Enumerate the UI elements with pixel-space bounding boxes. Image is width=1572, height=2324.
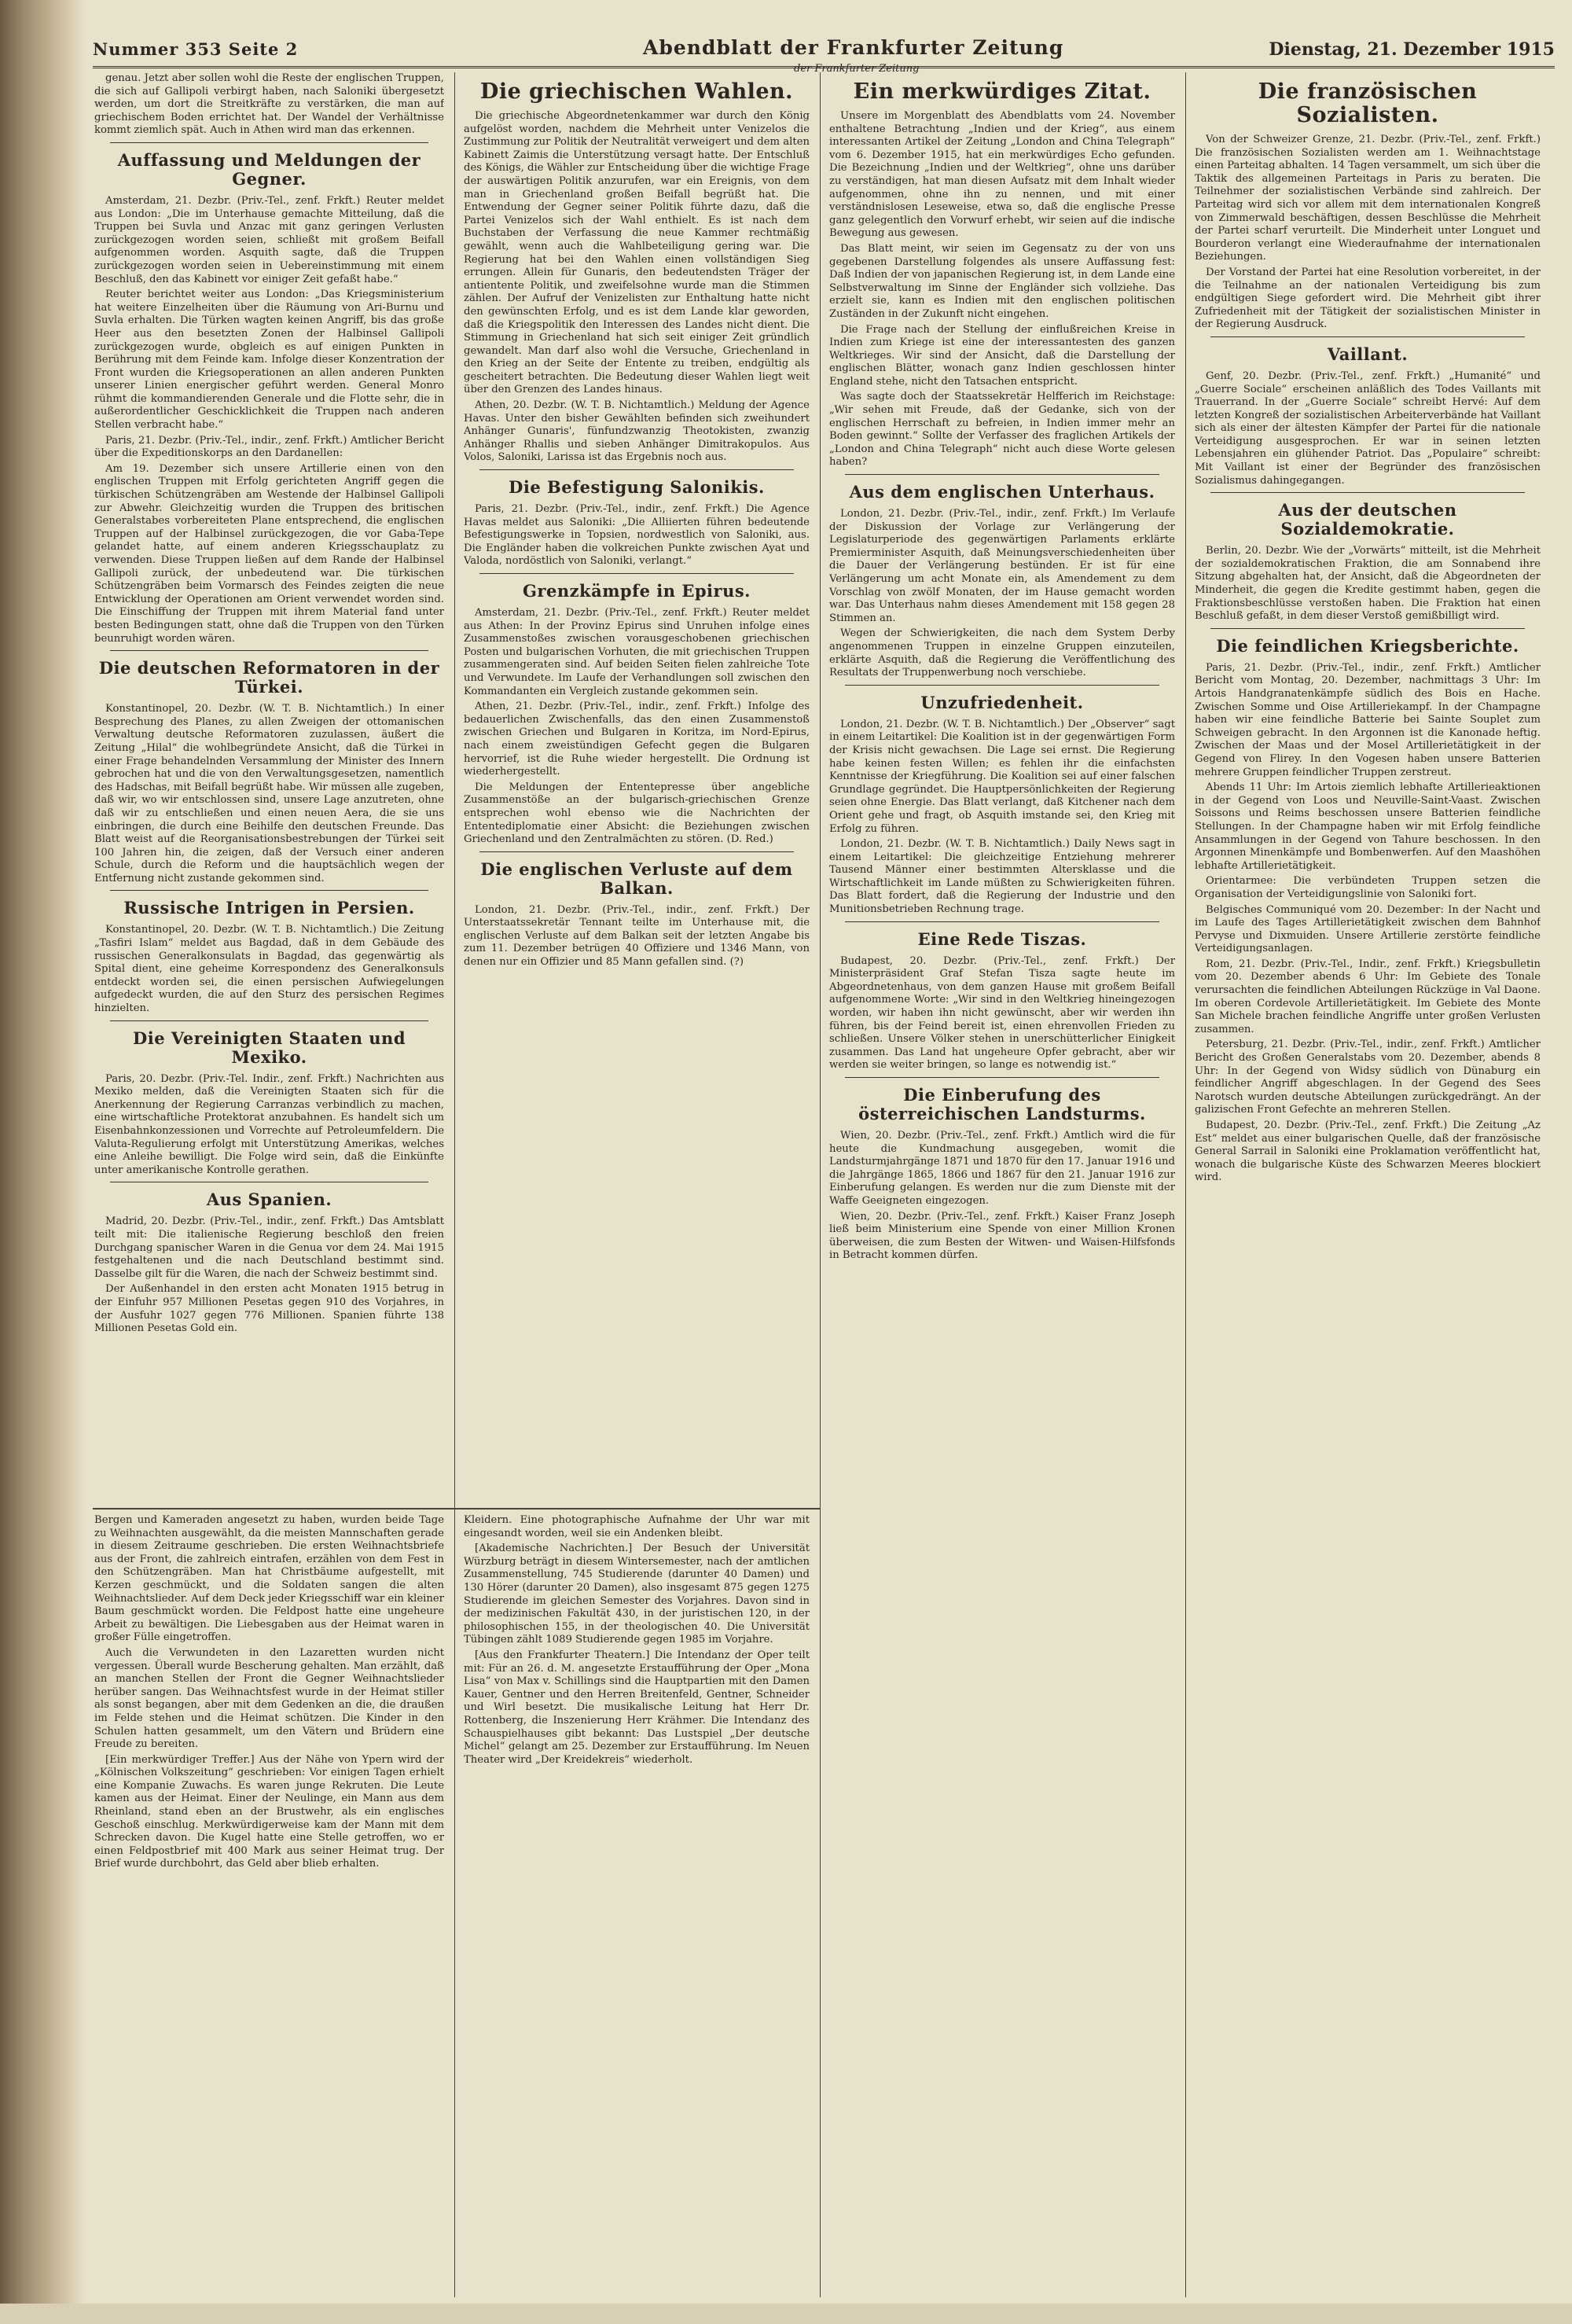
article-headline: Die deutschen Reformatoren in der Türkei. bbox=[98, 658, 440, 697]
article-headline: Vaillant. bbox=[1327, 344, 1409, 364]
article-headline: Aus dem englischen Unterhaus. bbox=[849, 482, 1155, 502]
article-paragraph: [Ein merkwürdiger Treffer.] Aus der Nähe von Ypern wird der „Kölnischen Volkszeitung“ geschrieben: Vor einigen Tagen erhielt eine Kompanie Zuwachs. Es waren junge Rekruten. Die Leute kamen aus der Heimat. Einer der Neulinge, ein Mann aus dem Rheinland, stand eben an der Brustwehr, als ein englisches Geschoß einschlug. Merkwürdigerweise kam der Mann mit dem Schrecken davon. Die Kugel hatte eine Stelle getroffen, wo er einen Feldpostbrief mit 400 Mark aus seiner Heimat trug. Der Brief wurde durchbohrt, das Geld aber blieb erhalten. bbox=[94, 1753, 444, 1870]
article-headline: Die französischen Sozialisten. bbox=[1258, 79, 1478, 127]
article-paragraph: Wien, 20. Dezbr. (Priv.-Tel., zenf. Frkft.) Amtlich wird die für heute die Kundmachung ausgegeben, womit die Landsturmjahrgänge 1871 und 1870 für den 17. Januar 1916 und die Jahrgänge 1865, 1866 und 1867 für den 21. Januar 1916 zur Einberufung gelangen. Es werden nur die zum Dienste mit der Waffe Geeigneten eingezogen. bbox=[829, 1130, 1175, 1207]
article-headline: Die Einberufung des österreichischen Landsturms. bbox=[858, 1085, 1146, 1123]
article-paragraph: Budapest, 20. Dezbr. (Priv.-Tel., zenf. Frkft.) Der Ministerpräsident Graf Stefan Tisza sagte heute im Abgeordnetenhaus, von dem ganzen Hause mit großem Beifall aufgenommene Worte: „Wir sind in den Weltkrieg hineingezogen worden, wir haben ihn nicht gewünscht, aber wir werden ihn führen, bis der Feind bereit ist, einen ehrenvollen Frieden zu schließen. Unsere Völker stehen in unerschütterlicher Einigkeit zusammen. Das Land hat ungeheure Opfer gebracht, aber wir werden sie weiter bringen, so lange es notwendig ist.“ bbox=[829, 954, 1175, 1072]
article-headline: Aus Spanien. bbox=[206, 1190, 332, 1210]
article-paragraph: Amsterdam, 21. Dezbr. (Priv.-Tel., zenf. Frkft.) Reuter meldet aus London: „Die im Unterhause gemachte Mitteilung, daß die Truppen bei Suvla und Anzac mit ganz geringen Verlusten zurückgezogen worden seien, schließt mit großem Beifall aufgenommen worden. Asquith sagte, daß die Truppen zurückgezogen worden seien in Uebereinstimmung mit einem Beschluß, den das Kabinett vor einiger Zeit gefaßt habe.“ bbox=[94, 194, 444, 285]
article-paragraph: London, 21. Dezbr. (Priv.-Tel., indir., zenf. Frkft.) Der Unterstaatssekretär Tennant teilte im Unterhause mit, die englischen Verluste auf dem Balkan seit der letzten Angabe bis zum 11. Dezember betrügen 40 Offiziere und 1346 Mann, von denen nur ein Offizier und 85 Mann gefallen sind. (?) bbox=[464, 903, 810, 969]
article-paragraph: [Aus den Frankfurter Theatern.] Die Intendanz der Oper teilt mit: Für an 26. d. M. angesetzte Erstaufführung der Oper „Mona Lisa“ von Max v. Schillings sind die Hauptpartien mit den Damen Kauer, Gentner und den Herren Breitenfeld, Gentner, Schneider und Wirl besetzt. Die musikalische Leitung hat Herr Dr. Rottenberg, die Inszenierung Herr Krähmer. Die Intendanz des Schauspielhauses gibt bekannt: Das Lustspiel „Der deutsche Michel“ gelangt am 25. Dezember zur Erstaufführung. Im Neuen Theater wird „Der Kreidekreis“ wiederholt. bbox=[464, 1649, 810, 1766]
article-paragraph: Reuter berichtet weiter aus London: „Das Kriegsministerium hat weitere Einzelheiten über die Räumung von Ari-Burnu und Suvla erhalten. Die Türken wagten keinen Angriff, bis das große Heer aus den besetzten Zonen der Halbinsel Gallipoli zurückgezogen wurde, obgleich es auf einigen Punkten in Berührung mit dem Feinde kam. Infolge dieser Konzentration der Front wurden die Kriegsoperationen an allen anderen Punkten unserer Linien energischer geführt werden. General Monro rühmt die kommandierenden Generale und die Flotte sehr, die in außerordentlicher Geschicklichkeit die Truppen nach anderen Stellen verbracht habe.“ bbox=[94, 289, 444, 432]
article-paragraph: genau. Jetzt aber sollen wohl die Reste der englischen Truppen, die sich auf Gallipoli verbirgt haben, nach Saloniki übergesetzt werden, um dort die Streitkräfte zu verstärken, die man auf griechischem Boden errichtet hat. Der Wandel der Verhältnisse kommt ziemlich spät. Auch in Athen wird man das erkennen. bbox=[94, 72, 444, 137]
article-paragraph: Das Blatt meint, wir seien im Gegensatz zu der von uns gegebenen Darstellung folgendes als unsere Auffassung fest: Daß Indien der von japanischen Regierung ist, in dem Lande eine Selbstverwaltung im Sinne der Engländer sich vollziehe. Das erzielt sie, kann es Indien mit den englischen politischen Zuständen in der Zukunft nicht eingehen. bbox=[829, 242, 1175, 320]
article-paragraph: Von der Schweizer Grenze, 21. Dezbr. (Priv.-Tel., zenf. Frkft.) Die französischen Sozialisten werden am 1. Weihnachtstage einen Parteitag abhalten. 14 Tagen versammelt, um sich über die Taktik des allgemeinen Parteitags in Paris zu beraten. Die Teilnehmer der sozialistischen Verbände sind zahlreich. Der Parteitag wird sich vor allem mit dem internationalen Kongreß von Zimmerwald beschäftigen, dessen Beschlüsse die Mehrheit der Partei scharf verurteilt. Die Minderheit unter Longuet und Bourderon verlangt eine Wiederaufnahme der internationalen Beziehungen. bbox=[1195, 134, 1541, 263]
article-headline: Ein merkwürdiges Zitat. bbox=[853, 79, 1151, 104]
article-separator bbox=[479, 573, 794, 574]
article-separator bbox=[110, 650, 428, 651]
article-separator bbox=[845, 1077, 1159, 1078]
article-paragraph: Auch die Verwundeten in den Lazaretten wurden nicht vergessen. Überall wurde Bescherung gehalten. Man erzählt, daß an manchen Stellen der Front die Gegner Weihnachtslieder herüber sangen. Das Weihnachtsfest wurde in der Heimat stiller als sonst begangen, aber mit dem Gedenken an die, die draußen im Felde stehen und die Heimat schützen. Die Kinder in den Schulen hatten gesammelt, um den Vätern und Brüdern eine Freude zu bereiten. bbox=[94, 1646, 444, 1751]
feuilleton-column-1 bbox=[94, 1514, 444, 2293]
article-separator bbox=[479, 469, 794, 470]
article-paragraph: Rom, 21. Dezbr. (Priv.-Tel., Indir., zenf. Frkft.) Kriegsbulletin vom 20. Dezember abends 6 Uhr: Im Gebiete des Tonale verursachten die feindlichen Abteilungen Rückzüge in Val Daone. Im oberen Cordevole Artillerietätigkeit. Im Gebiete des Monte San Michele brachen feindliche Angriffe unter großen Verlusten zusammen. bbox=[1195, 958, 1541, 1035]
article-separator bbox=[479, 851, 794, 852]
article-paragraph: Konstantinopel, 20. Dezbr. (W. T. B. Nichtamtlich.) Die Zeitung „Tasfiri Islam“ meldet aus Bagdad, daß in dem Gebäude des russischen Generalkonsulats in Bagdad, das gegenwärtig als Spital dient, eine geheime Korrespondenz des Generalkonsuls entdeckt worden sei, die einen persischen Aufwiegelungen aufgedeckt wurden, die auf den Sturz des persischen Regimes hinzielten. bbox=[94, 924, 444, 1015]
article-paragraph: Bergen und Kameraden angesetzt zu haben, wurden beide Tage zu Weihnachten ausgewählt, da die meisten Mannschaften gerade in diesem Zeitraume geschrieben. Die ersten Weihnachtsbriefe aus der Front, die zahlreich eintrafen, erzählen von dem Fest in den Schützengräben. Man hat Christbäume aufgestellt, mit Kerzen geschmückt, und die Soldaten sangen die alten Weihnachtslieder. Auf dem Deck jeder Kriegsschiff war ein kleiner Baum geschmückt worden. Die Feldpost hatte eine ungeheure Arbeit zu bewältigen. Die Liebesgaben aus der Heimat waren in großer Fülle eingetroffen. bbox=[94, 1514, 444, 1644]
article-separator bbox=[110, 142, 428, 143]
column-2 bbox=[464, 72, 810, 1503]
article-headline: Russische Intrigen in Persien. bbox=[123, 898, 415, 918]
article-headline: Grenzkämpfe in Epirus. bbox=[522, 581, 751, 601]
article-paragraph: London, 21. Dezbr. (Priv.-Tel., indir., zenf. Frkft.) Im Verlaufe der Diskussion der Vorlage zur Verlängerung der Legislaturperiode des gegenwärtigen Parlaments erklärte Premierminister Asquith, daß Meinungsverschiedenheiten über die Dauer der Verlängerung bestünden. Er ist für eine Verlängerung um acht Monate ein, als Amendement zu dem Vorschlag von zwölf Monaten, der im Hause gemacht worden war. Das Unterhaus nahm dieses Amendement mit 158 gegen 28 Stimmen an. bbox=[829, 508, 1175, 624]
article-headline: Die griechischen Wahlen. bbox=[479, 79, 794, 104]
article-paragraph: Paris, 21. Dezbr. (Priv.-Tel., indir., zenf. Frkft.) Amtlicher Bericht über die Expeditionskorps an den Dardanellen: bbox=[94, 434, 444, 460]
article-separator bbox=[1210, 628, 1525, 629]
article-headline: Die Befestigung Salonikis. bbox=[509, 477, 765, 498]
article-paragraph: Paris, 21. Dezbr. (Priv.-Tel., indir., zenf. Frkft.) Die Agence Havas meldet aus Saloniki: „Die Alliierten führen bedeutende Befestigungswerke in Topsien, nordwestlich von Saloniki, aus. Die Engländer haben die volkreichen Punkte zwischen Ayat und Valoda, nordöstlich von Saloniki, verlangt.“ bbox=[464, 503, 810, 568]
article-headline: Die feindlichen Kriegsberichte. bbox=[1216, 635, 1519, 656]
article-paragraph: Die griechische Abgeordnetenkammer war durch den König aufgelöst worden, nachdem die Mehrheit unter Venizelos die Zustimmung zur Politik der Neutralität verweigert und dem alten Kabinett Zaimis die Unterstützung versagt hatte. Der Entschluß des Königs, die Wähler zur Entscheidung über die wichtige Frage der auswärtigen Politik anzurufen, war ein Ereignis, von dem man in Griechenland großen Beifall begrüßt hat. Die Entwendung der Gegner seiner Politik führte dazu, daß die Partei Venizelos sich der Wahl enthielt. Es ist nach dem Buchstaben der Verfassung die neue Kammer rechtmäßig gewählt, wenn auch die Wahlbeteiligung gering war. Die Regierung hat bei den Wahlen einen vollständigen Sieg errungen. Allein für Gunaris, den bedeutendsten Träger der antientente Politik, und zweifelsohne wurde man die Stimmen zählen. Der Aufruf der Venizelisten zur Enthaltung hatte nicht den gewünschten Erfolg, und es ist dem Lande klar geworden, daß die Kriegspolitik den Interessen des Landes nicht dient. Die Stimmung in Griechenland hat sich seit einiger Zeit gründlich gewandelt. Man darf also wohl die Versuche, Griechenland in den Krieg an der Seite der Entente zu treiben, endgültig als gescheitert betrachten. Die Bedeutung dieser Wahlen liegt weit über den Grenzen des Landes hinaus. bbox=[464, 110, 810, 396]
article-paragraph: Genf, 20. Dezbr. (Priv.-Tel., zenf. Frkft.) „Humanité“ und „Guerre Sociale“ erscheinen anläßlich des Todes Vaillants mit Trauerrand. In der „Guerre Sociale“ schreibt Hervé: Auf dem letzten Kongreß der sozialistischen Arbeiterverbände hat Vaillant sich als einer der ältesten Kämpfer der Partei für die nationale Verteidigung ausgesprochen. Er war in seinen letzten Lebensjahren ein glühender Patriot. Das „Populaire“ schreibt: Mit Vaillant ist einer der Begründer des französischen Sozialismus dahingegangen. bbox=[1195, 370, 1541, 487]
article-paragraph: Der Vorstand der Partei hat eine Resolution vorbereitet, in der die Teilnahme an der nationalen Verteidigung bis zum endgültigen Siege gefordert wird. Die Mehrheit gibt ihrer Zufriedenheit mit der Tätigkeit der sozialistischen Minister in der Regierung Ausdruck. bbox=[1195, 266, 1541, 331]
issue-date: Dienstag, 21. Dezember 1915 bbox=[1269, 39, 1555, 60]
feuilleton-column-2 bbox=[464, 1514, 810, 2293]
article-paragraph: Paris, 20. Dezbr. (Priv.-Tel. Indir., zenf. Frkft.) Nachrichten aus Mexiko melden, daß die Vereinigten Staaten sich für die Anerkennung der Regierung Carranzas verbindlich zu machen, eine wirtschaftliche Protektorat anzubahnen. Es handelt sich um Eisenbahnkonzessionen und Vorrechte auf Petroleumfeldern. Die Valuta-Regulierung erfolgt mit Unterstützung Amerikas, welches eine Anleihe bewilligt. Die Folge wird sein, daß die Einkünfte unter amerikanische Kontrolle gerathen. bbox=[94, 1072, 444, 1176]
article-paragraph: Amsterdam, 21. Dezbr. (Priv.-Tel., zenf. Frkft.) Reuter meldet aus Athen: In der Provinz Epirus sind Unruhen infolge eines Zusammenstoßes zwischen vorausgeschobenen griechischen Posten und bulgarischen Vorhuten, die mit griechischen Truppen zusammengeraten sind. Auf beiden Seiten fielen zahlreiche Tote und Verwundete. Im Laufe der Verhandlungen soll zwischen den Kommandanten ein Vergleich zustande gekommen sein. bbox=[464, 607, 810, 697]
newspaper-title: Abendblatt der Frankfurter Zeitung bbox=[643, 36, 1064, 59]
article-paragraph: Paris, 21. Dezbr. (Priv.-Tel., indir., zenf. Frkft.) Amtlicher Bericht vom Montag, 20. Dezember, nachmittags 3 Uhr: Im Artois Handgranatenkämpfe südlich des Bois en Hache. Zwischen Somme und Oise Artilleriekampf. In der Champagne haben wir eine feindliche Batterie bei Sainte Souplet zum Schweigen gebracht. In den Argonnen ist die Kanonade heftig. Zwischen der Maas und der Mosel Artillerietätigkeit in der Gegend von Flirey. In den Vogesen haben unsere Batterien mehrere Gruppen feindlicher Truppen zerstreut. bbox=[1195, 661, 1541, 778]
article-paragraph: Konstantinopel, 20. Dezbr. (W. T. B. Nichtamtlich.) In einer Besprechung des Planes, zu allen Zweigen der ottomanischen Verwaltung deutsche Reformatoren zuzulassen, äußert die Zeitung „Hilal“ die wohlbegründete Ansicht, daß die Türkei in einer Frage behandelnden Versammlung der Minister des Innern gebrochen hat und die von den Verwaltungsgesetzen, namentlich des Hadschas, mit Beifall begrüßt habe. Wir müssen alle zugeben, daß wir, wo wir entschlossen sind, unsere Lage anzutreten, ohne daß wir zu entschließen und einen neuen Aera, die sie uns einbringen, die durch eine Beihilfe den deutschen Freunde. Das Blatt weist auf die Reorganisationsbestrebungen der Türkei seit 100 Jahren hin, die zeigen, daß der Versuch einer anderen Schule, durch die Reform und die hauptsächlich wegen der Entfernung nicht zustande gekommen sind. bbox=[94, 703, 444, 884]
article-paragraph: Wien, 20. Dezbr. (Priv.-Tel., zenf. Frkft.) Kaiser Franz Joseph ließ beim Ministerium eine Spende von einer Million Kronen überweisen, die zum Besten der Witwen- und Waisen-Hilfsfonds in Betracht kommen dürfen. bbox=[829, 1210, 1175, 1262]
article-paragraph: Berlin, 20. Dezbr. Wie der „Vorwärts“ mitteilt, ist die Mehrheit der sozialdemokratischen Fraktion, die am Sonnabend ihre Sitzung abgehalten hat, der Ansicht, daß die Abgeordneten der Minderheit, die gegen die Kredite gestimmt haben, gegen die Fraktionsbeschlüsse verstoßen haben. Die Fraktion hat einen Beschluß gefaßt, in dem dieser Verstoß gemißbilligt wird. bbox=[1195, 545, 1541, 623]
article-paragraph: Die Frage nach der Stellung der einflußreichen Kreise in Indien zum Kriege ist eine der interessantesten des ganzen Weltkrieges. Wir sind der Ansicht, daß die Darstellung der englischen Blätter, wonach ganz Indien geschlossen hinter England stehe, nicht den Tatsachen entspricht. bbox=[829, 323, 1175, 388]
article-paragraph: Am 19. Dezember sich unsere Artillerie einen von den englischen Truppen mit Erfolg gerichteten Angriff gegen die türkischen Schützengräben am Westende der Halbinsel Gallipoli zur Abwehr. Gleichzeitig wurden die Truppen des britischen Generalstabes vorbereiteten Plane entsprechend, die englischen Truppen auf der Halbinsel zurückgezogen, die vor Gaba-Tepe gelandet hatte, auf einem anderen Kriegsschauplatz zu verwenden. Diese Truppen ließen auf dem Rande der Halbinsel Gallipoli zurück, der unbedeutend war. Die türkischen Schützengräben beim Vormarsch des Feindes zeigten die neue Entwicklung der Operationen am Orient verwendet worden sind. Die Einschiffung der Truppen mit ihrem Material fand unter besten Bedingungen statt, ohne daß die Truppen von den Türken beunruhigt worden wären. bbox=[94, 462, 444, 645]
article-separator bbox=[1210, 492, 1525, 493]
article-paragraph: Madrid, 20. Dezbr. (Priv.-Tel., indir., zenf. Frkft.) Das Amtsblatt teilt mit: Die italienische Regierung beschloß den freien Durchgang spanischer Waren in die Genua vor dem 24. Mai 1915 festgehaltenen und die nach Deutschland bestimmt sind. Dasselbe gilt für die Waren, die nach der Schweiz bestimmt sind. bbox=[94, 1215, 444, 1280]
article-paragraph: London, 21. Dezbr. (W. T. B. Nichtamtlich.) Der „Observer“ sagt in einem Leitartikel: Die Koalition ist in der gegenwärtigen Form der Krisis nicht gewachsen. Die Lage sei ernst. Die Regierung habe keinen festen Willen; es fehlen ihr die einfachsten Kenntnisse der Kriegführung. Die Koalition sei auf einer falschen Grundlage gegründet. Die Hauptpersönlichkeiten der Regierung seien ohne Energie. Das Blatt verlangt, daß Kitchener nach dem Orient gehe und fragt, ob Asquith imstande sei, den Krieg mit Erfolg zu führen. bbox=[829, 718, 1175, 835]
page-bottom-edge bbox=[0, 2304, 1572, 2324]
article-paragraph: Petersburg, 21. Dezbr. (Priv.-Tel., indir., zenf. Frkft.) Amtlicher Bericht des Großen Generalstabs vom 20. Dezember, abends 8 Uhr: In der Gegend von Widsy südlich von Dünaburg ein feindlicher Angriff abgeschlagen. In der Gegend des Sees Narotsch wurden deutsche Abteilungen zurückgedrängt. An der galizischen Front Gefechte an mehreren Stellen. bbox=[1195, 1039, 1541, 1116]
article-paragraph: Die Meldungen der Ententepresse über angebliche Zusammenstöße an der bulgarisch-griechischen Grenze entsprechen wohl ebenso wie die Nachrichten der Ententediplomatie einer Absicht: die Beziehungen zwischen Griechenland und den Zentralmächten zu stören. (D. Red.) bbox=[464, 781, 810, 846]
article-separator bbox=[110, 890, 428, 891]
article-headline: Die Vereinigten Staaten und Mexiko. bbox=[133, 1028, 406, 1067]
column-rule bbox=[454, 72, 455, 2297]
article-separator bbox=[110, 1020, 428, 1021]
article-separator bbox=[1210, 336, 1525, 337]
article-paragraph: Abends 11 Uhr: Im Artois ziemlich lebhafte Artillerieaktionen in der Gegend von Loos und Neuville-Saint-Vaast. Zwischen Soissons und Reims beschossen unsere Batterien feindliche Stellungen. In der Champagne haben wir mit Erfolg feindliche Ansammlungen in der Gegend von Tahure beschossen. In den Argonnen Minenkämpfe und Bombenwerfen. Auf den Maashöhen lebhafte Artillerietätigkeit. bbox=[1195, 781, 1541, 872]
book-binding bbox=[0, 0, 85, 2324]
article-paragraph: Kleidern. Eine photographische Aufnahme der Uhr war mit eingesandt worden, weil sie ein Andenken bleibt. bbox=[464, 1514, 810, 1539]
article-headline: Aus der deutschen Sozialdemokratie. bbox=[1278, 500, 1457, 539]
article-headline: Unzufriedenheit. bbox=[920, 692, 1084, 712]
article-paragraph: Athen, 21. Dezbr. (Priv.-Tel., indir., zenf. Frkft.) Infolge des bedauerlichen Zwischenfalls, das den einen Zusammenstoß zwischen Griechen und Bulgaren in Koritza, im Nord-Epirus, nach einem zweistündigen Gefecht gegen die Bulgaren hervorrief, ist die Ruhe wieder hergestellt. Die Ordnung ist wiederhergestellt. bbox=[464, 701, 810, 778]
article-paragraph: Was sagte doch der Staatssekretär Helfferich im Reichstage: „Wir sehen mit Freude, daß der Gedanke, sich von der englischen Herrschaft zu befreien, in Indien immer mehr an Boden gewinnt.“ Sollte der Verfasser des fraglichen Artikels der „London and China Telegraph“ nicht auch diese Worte gelesen haben? bbox=[829, 391, 1175, 469]
column-3 bbox=[829, 72, 1175, 2297]
article-headline: Eine Rede Tiszas. bbox=[917, 928, 1087, 949]
article-headline: Die englischen Verluste auf dem Balkan. bbox=[480, 859, 793, 898]
column-rule bbox=[820, 72, 821, 2297]
article-paragraph: Unsere im Morgenblatt des Abendblatts vom 24. November enthaltene Betrachtung „Indien und der Krieg“, aus einem interessanten Artikel der Zeitung „London and China Telegraph“ vom 6. Dezember 1915, hat ein merkwürdiges Echo gefunden. Die Bezeichnung „Indien und der Weltkrieg“, ohne uns darüber zu verständigen, hat man diesen Aufsatz mit dem Inhalt wieder aufgenommen, ohne ihn zu nennen, und mit einer verständnislosen Leseweise, etwa so, daß die englische Presse ganz gelegentlich den Vorwurf erhebt, wir seien auf die indische Bewegung aus gewesen. bbox=[829, 110, 1175, 240]
article-paragraph: [Akademische Nachrichten.] Der Besuch der Universität Würzburg beträgt in diesem Wintersemester, nach der amtlichen Zusammenstellung, 745 Studierende (darunter 40 Damen) und 130 Hörer (darunter 20 Damen), also insgesamt 875 gegen 1275 Studierende im gleichen Semester des Vorjahres. Davon sind in der medizinischen Fakultät 430, in der juristischen 120, in der philosophischen 155, in der theologischen 40. Die Universität Tübingen zählt 1089 Studierende gegen 1985 im Vorjahre. bbox=[464, 1543, 810, 1646]
article-separator bbox=[845, 921, 1159, 922]
issue-number: Nummer 353 Seite 2 bbox=[93, 39, 299, 59]
article-paragraph: Der Außenhandel in den ersten acht Monaten 1915 betrug in der Einfuhr 957 Millionen Pesetas gegen 910 des Vorjahres, in der Ausfuhr 1027 gegen 776 Millionen. Spanien führte 138 Millionen Pesetas Gold ein. bbox=[94, 1283, 444, 1335]
article-paragraph: Orientarmee: Die verbündeten Truppen setzen die Organisation der Verteidigungslinie von Saloniki fort. bbox=[1195, 875, 1541, 900]
column-1 bbox=[94, 72, 444, 1503]
feuilleton-rule bbox=[93, 1508, 820, 1509]
column-4 bbox=[1195, 72, 1541, 2297]
article-headline: Auffassung und Meldungen der Gegner. bbox=[117, 149, 421, 189]
article-separator bbox=[845, 474, 1159, 475]
article-separator bbox=[845, 685, 1159, 686]
article-paragraph: London, 21. Dezbr. (W. T. B. Nichtamtlich.) Daily News sagt in einem Leitartikel: Die gleichzeitige Entziehung mehrerer Tausend Männer einer bestimmten Altersklasse und die Wirtschaftlichkeit im Lande müßten zu Schwierigkeiten führen. Das Blatt fordert, daß die Regierung der Industrie und den Munitionsbetrieben Rechnung trage. bbox=[829, 838, 1175, 916]
article-paragraph: Budapest, 20. Dezbr. (Priv.-Tel., zenf. Frkft.) Die Zeitung „Az Est“ meldet aus einer bulgarischen Quelle, daß der französische General Sarrail in Saloniki eine Proklamation veröffentlicht hat, wonach die bulgarische Küste des Schwarzen Meeres blockiert wird. bbox=[1195, 1120, 1541, 1184]
column-rule bbox=[1185, 72, 1186, 2297]
masthead-sub: der Frankfurter Zeitung bbox=[794, 63, 920, 75]
article-paragraph: Athen, 20. Dezbr. (W. T. B. Nichtamtlich.) Meldung der Agence Havas. Unter den bisher Gewählten befinden sich zweihundert Anhänger Gunaris', fünfundzwanzig Theotokisten, zwanzig Anhänger Rhallis und sieben Anhänger Dimitrakopulos. Aus Volos, Saloniki, Larissa ist das Ergebnis noch aus. bbox=[464, 399, 810, 464]
article-paragraph: Belgisches Communiqué vom 20. Dezember: In der Nacht und im Laufe des Tages Artillerietätigkeit zwischen dem Bahnhof Pervyse und Dixmuiden. Unsere Artillerie zerstörte feindliche Verteidigungsanlagen. bbox=[1195, 903, 1541, 955]
article-paragraph: Wegen der Schwierigkeiten, die nach dem System Derby angenommenen Truppen in einzelne Gruppen einzuteilen, erklärte Asquith, daß die Regierung die Veröffentlichung des Resultats der Truppenwerbung noch verschiebe. bbox=[829, 627, 1175, 679]
